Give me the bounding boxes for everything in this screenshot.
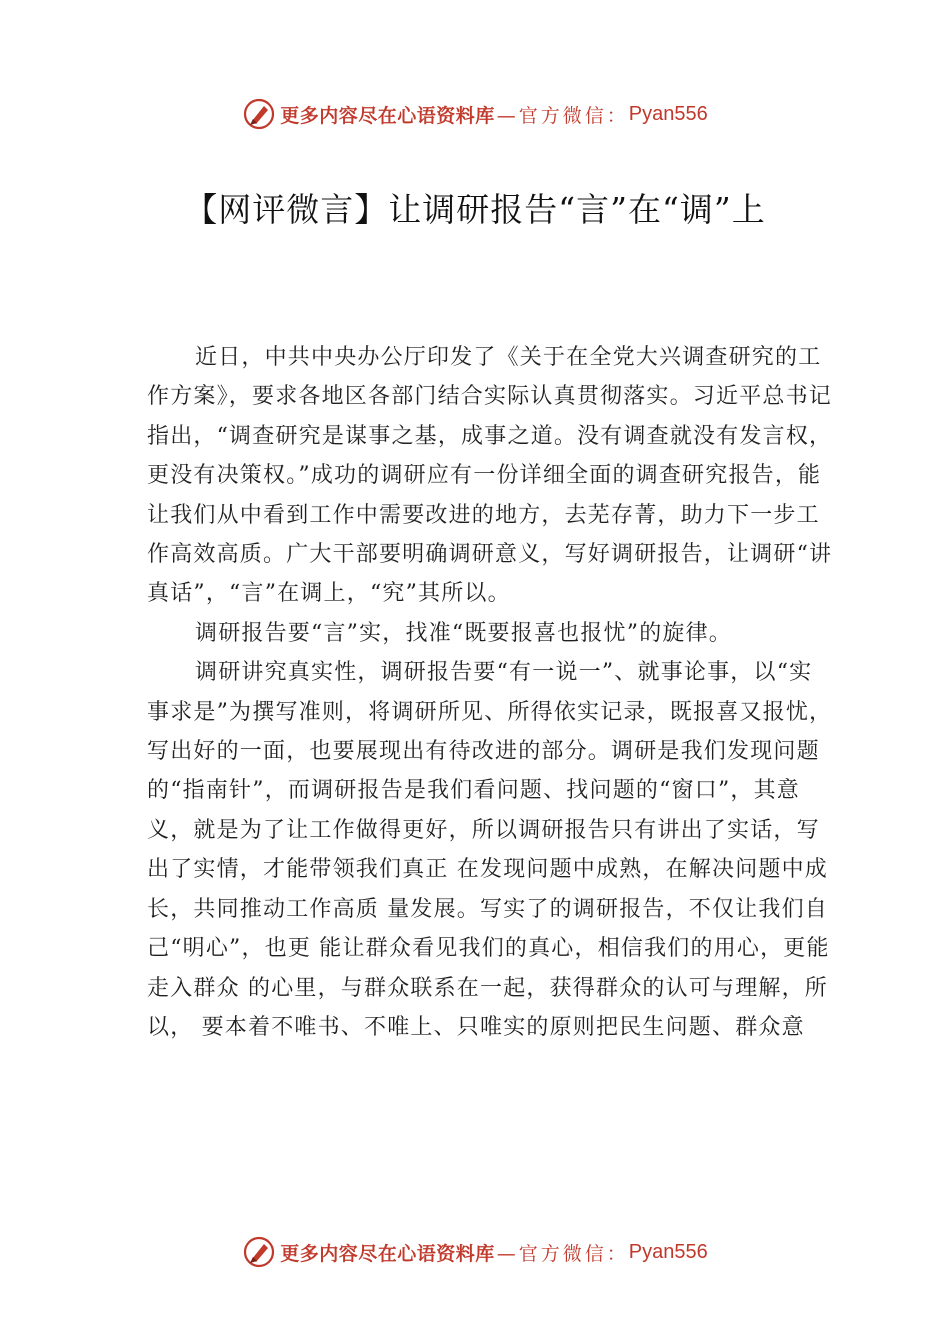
banner-brand: 更多内容尽在心语资料库 <box>280 1242 495 1265</box>
pen-nib-logo-icon <box>242 97 276 131</box>
footer-banner <box>0 1232 950 1272</box>
document-title: 【网评微言】让调研报告“言”在“调”上 <box>184 190 766 229</box>
banner-separator: —官方微信： <box>496 104 629 127</box>
banner-brand: 更多内容尽在心语资料库 <box>280 104 495 127</box>
banner-separator: —官方微信： <box>496 1242 629 1265</box>
banner-wechat-id: Pyan556 <box>628 1240 708 1263</box>
document-body <box>147 338 835 1047</box>
banner-wechat-id: Pyan556 <box>628 102 708 125</box>
paragraph-heading: 调研报告要“言”实，找准“既要报喜也报忧”的旋律。 <box>195 620 732 646</box>
paragraph-detail: 调研讲究真实性，调研报告要“有一说一”、就事论事，以“实事求是”为撰写准则，将调研所见、所得依实记录，既报喜又报忧，写出好的一面，也要展现出有待改进的部分。调研是我们发现问题的“指南针”，而调研报告是我们看问题、找问题的“窗口”，其意义，就是为了让工作做得更好，所以调研报告只有讲出了实话，写出了实情，才能带领我们真正 在发现问题中成熟，在解决问题中成长，共同推动工作高质 量发展。写实了的调研报告，不仅让我们自己“明心”，也更 能让群众看见我们的真心，相信我们的用心，更能走入群众 的心里，与群众联系在一起，获得群众的认可与理解，所以， 要本着不唯书、不唯上、只唯实的原则把民生问题、群众意 <box>147 660 833 1040</box>
pen-nib-logo-icon <box>242 1235 276 1269</box>
paragraph-intro: 近日，中共中央办公厅印发了《关于在全党大兴调查研究的工作方案》，要求各地区各部门结合实际认真贯彻落实。习近平总书记指出，“调查研究是谋事之基，成事之道。没有调查就没有发言权，更没有决策权。”成功的调研应有一份详细全面的调查研究报告，能让我们从中看到工作中需要改进的地方，去芜存菁，助力下一步工作高效高质。广大干部要明确调研意义，写好调研报告，让调研“讲真话”，“言”在调上，“究”其所以。 <box>147 345 833 607</box>
header-banner <box>0 94 950 134</box>
